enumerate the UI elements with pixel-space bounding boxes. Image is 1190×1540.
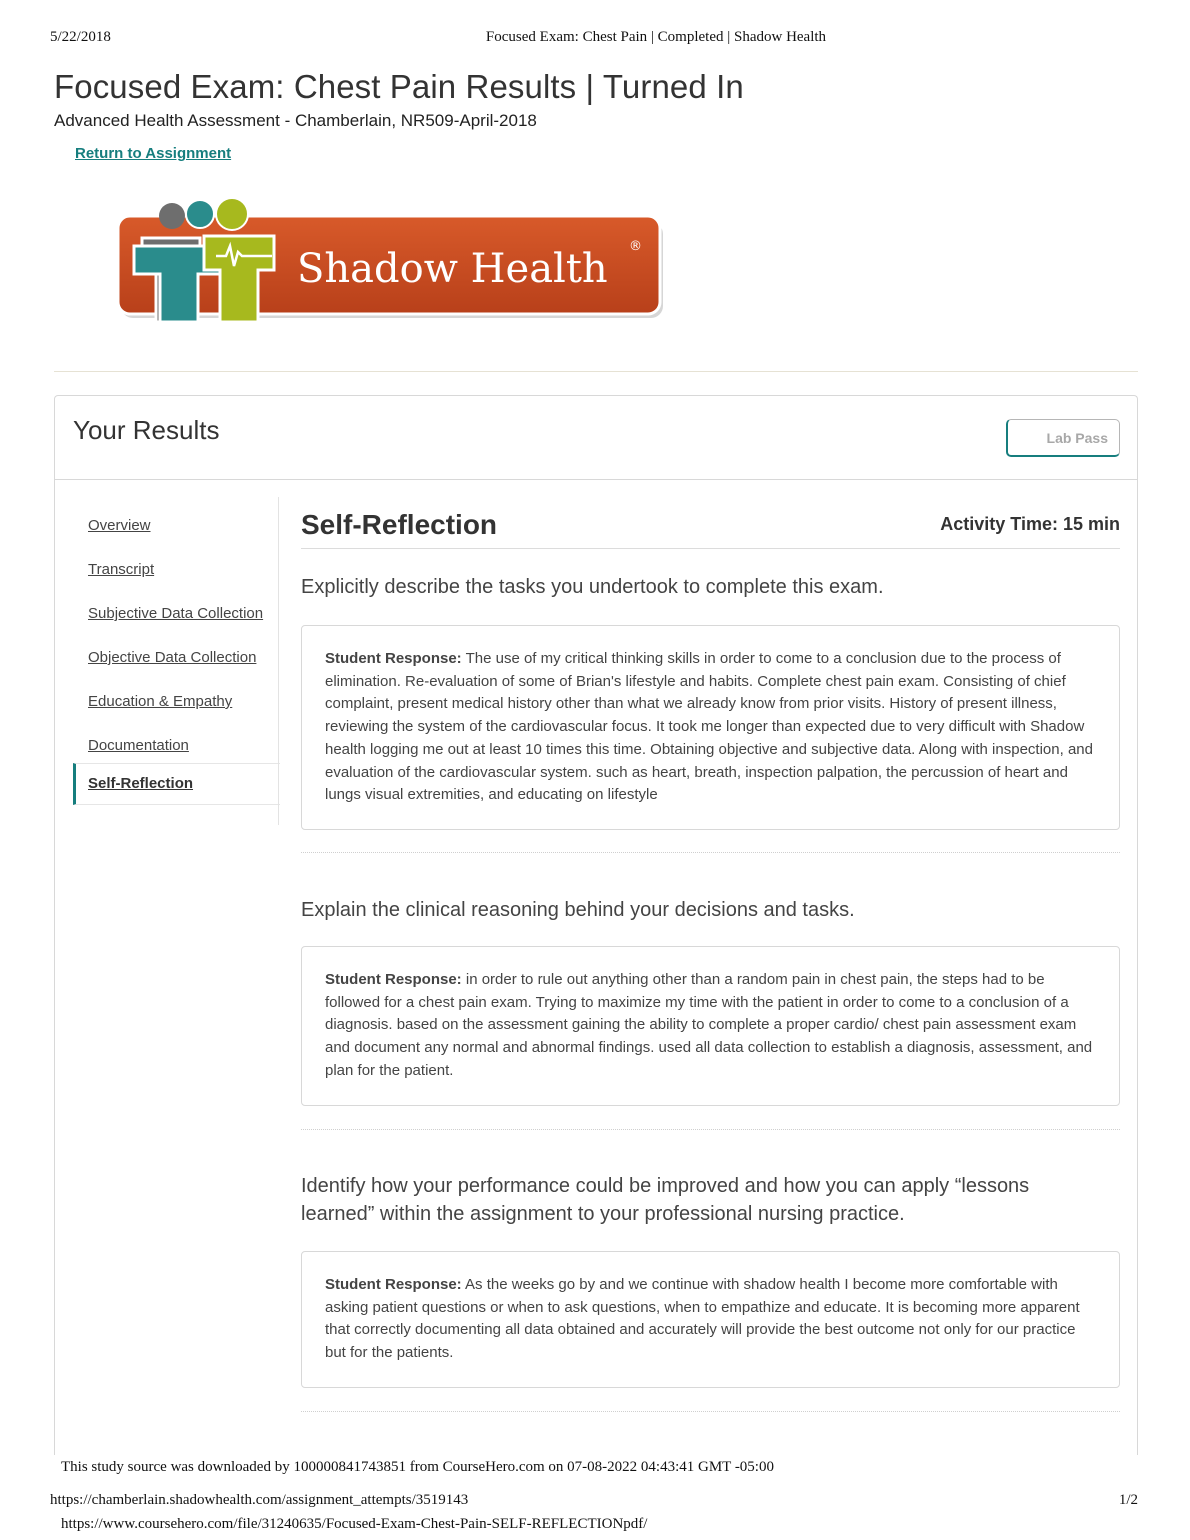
student-response-text: in order to rule out anything other than a random pain in chest pain, the steps had to be followed for a chest pain exam. Trying to maximize my time with the patient in order to come to a conclusion of a diagnosis. based on the assessment gaining the ability to complete a proper cardio/ chest pain assessment exam and document any normal and abnormal findings. used all data collection to establish a diagnosis, assessment, and plan for the patient. [325,971,1093,1079]
student-response-box [301,946,1120,1106]
nav-item-overview[interactable]: Overview [88,517,151,534]
question-divider [301,852,1120,853]
download-source-note: This study source was downloaded by 100000841743851 from CourseHero.com on 07-08-2022 04:43:41 GMT -05:00 [61,1459,774,1475]
lab-pass-button[interactable]: Lab Pass [1006,419,1120,457]
nav-item-education-empathy[interactable]: Education & Empathy [88,693,233,710]
nav-item-transcript[interactable]: Transcript [88,561,155,578]
results-panel [54,395,1138,1455]
student-response-text: The use of my critical thinking skills in order to come to a conclusion due to the process of elimination. Re-evaluation of some of Brian's lifestyle and habits. Complete chest pain exam. Consisting of chief complaint, present medical history other than what we already know from prior visits. History of present illness, reviewing the system of the cardiovascular focus. It took me longer than expected due to very difficult with Shadow health logging me out at least 10 times this time. Obtaining objective and subjective data. Along with inspection, and evaluation of the cardiovascular system. such as heart, breath, inspection palpation, the percussion of heart and lungs visual extremities, and educating on lifestyle [325,650,1093,804]
return-to-assignment-link[interactable]: Return to Assignment [75,145,232,162]
course-name: Advanced Health Assessment - Chamberlain, NR509-April-2018 [54,111,537,130]
question-prompt: Identify how your performance could be improved and how you can apply “lessons learned” within the assignment to your professional nursing practice. [301,1175,1030,1225]
question-divider [301,1129,1120,1130]
page-title: Focused Exam: Chest Pain Results | Turned In [54,68,744,105]
question-prompt: Explicitly describe the tasks you undertook to complete this exam. [301,576,884,598]
results-side-nav [73,497,280,805]
print-header [0,29,1190,49]
print-date: 5/22/2018 [50,29,111,45]
results-heading: Your Results [73,415,220,445]
print-page-number: 1/2 [1118,1492,1138,1508]
student-response-box [301,625,1120,830]
shadow-health-logo [112,192,672,342]
source-url: https://www.coursehero.com/file/31240635/Focused-Exam-Chest-Pain-SELF-REFLECTIONpdf/ [61,1516,648,1532]
svg-text:®: ® [629,239,642,254]
medical-figures-logo-icon [112,192,672,342]
print-url: https://chamberlain.shadowhealth.com/assignment_attempts/3519143 [50,1492,469,1508]
student-response-box [301,1251,1120,1388]
student-response-label: Student Response: [325,971,462,988]
section-title: Self-Reflection [301,509,498,540]
section-divider [301,548,1120,549]
nav-item-documentation[interactable]: Documentation [88,737,189,754]
nav-item-self-reflection[interactable]: Self-Reflection [73,763,280,805]
nav-item-objective-data-collection[interactable]: Objective Data Collection [88,649,257,666]
print-page-title: Focused Exam: Chest Pain | Completed | Shadow Health [485,29,827,45]
student-response-text: As the weeks go by and we continue with shadow health I become more comfortable with asking patient questions or when to ask questions, when to empathize and educate. It is becoming more apparent that correctly documenting all data obtained and accurately will provide the best outcome not only for our practice but for the patients. [325,1276,1080,1362]
logo-brand-text: Shadow Health [297,246,608,292]
top-divider [54,371,1138,372]
activity-time: Activity Time: 15 min [940,514,1120,534]
question-divider [301,1411,1120,1412]
panel-header-divider [55,479,1137,480]
nav-item-subjective-data-collection[interactable]: Subjective Data Collection [88,605,264,622]
student-response-label: Student Response: [325,1276,462,1293]
question-prompt: Explain the clinical reasoning behind your decisions and tasks. [301,899,855,921]
side-nav-divider [278,497,279,825]
student-response-label: Student Response: [325,650,462,667]
